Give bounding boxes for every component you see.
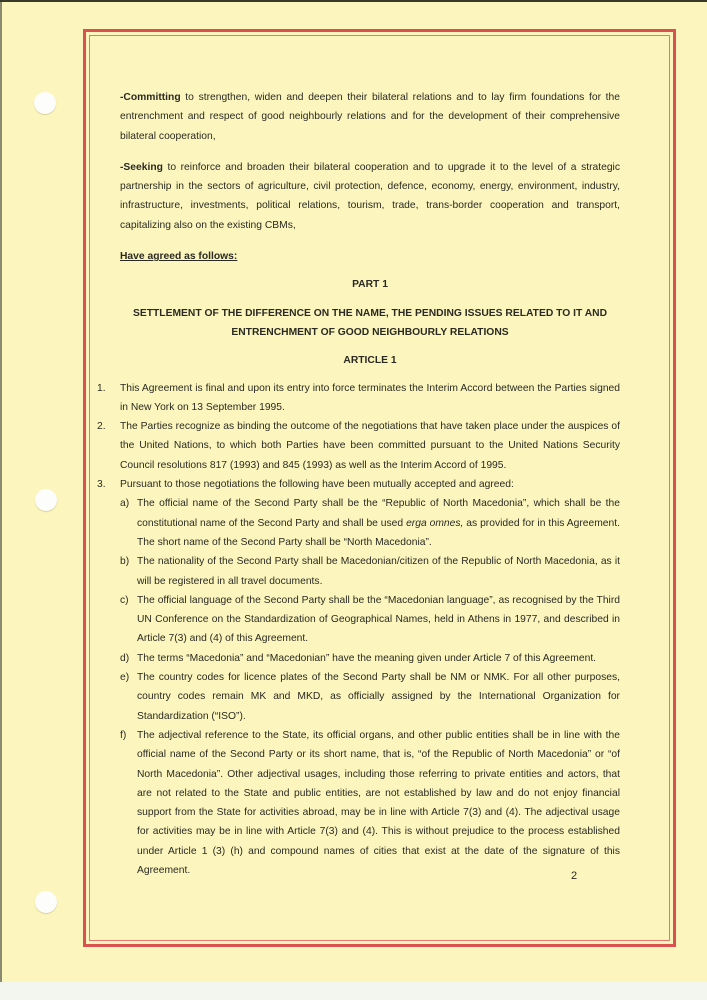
subitem-f: f) The adjectival reference to the State, its official organs, and other public entities shall be in line with the official name of the Second Party or its short name, that is, “of the Republic of North Macedonia” or “of North Macedonia”. Other adjectival usages, including those referring to private entities and actors, that are not related to the State and public entities, are not established by law and do not enjoy financial support from the State for activities abroad, may be in line with Article 7(3) and (4). The adjectival usage for activities may be in line with Article 7(3) and (4). This is without prejudice to the process established under Article 1 (3) (h) and compound names of cities that exist at the date of the signature of this Agreement. xyxy=(120,729,620,876)
agreed-heading: Have agreed as follows: xyxy=(120,251,238,263)
subitem-d: d) The terms “Macedonia” and “Macedonian” have the meaning given under Article 7 of this Agreement. xyxy=(120,652,597,664)
punch-hole xyxy=(34,92,56,114)
document-page xyxy=(0,2,707,982)
punch-hole xyxy=(35,891,57,913)
subitem-e: e) The country codes for licence plates of the Second Party shall be NM or NMK. For all other purposes, country codes remain MK and MKD, as officially assigned by the International Organization for Standardization (“ISO”). xyxy=(120,672,620,722)
subitem-b: b) The nationality of the Second Party shall be Macedonian/citizen of the Republic of North Macedonia, as it will be registered in all travel documents. xyxy=(120,556,620,587)
part-subtitle-line-1: SETTLEMENT OF THE DIFFERENCE ON THE NAME, THE PENDING ISSUES RELATED TO IT AND xyxy=(132,307,608,319)
page-number: 2 xyxy=(571,870,578,882)
preamble-seeking: -Seeking to reinforce and broaden their bilateral cooperation and to upgrade it to the level of a strategic partnership in the sectors of agriculture, civil protection, defence, economy, energy, environment, industry, infrastructure, investments, political relations, tourism, trade, trans-border cooperation and transport, capitalizing also on the existing CBMs, xyxy=(120,161,620,231)
punch-hole xyxy=(35,489,57,511)
document-body xyxy=(97,88,620,880)
subitem-a: a) The official name of the Second Party shall be the “Republic of North Macedonia”, which shall be the constitutional name of the Second Party and shall be used erga omnes, as provided for in this Agreement. The short name of the Second Party shall be “North Macedonia”. xyxy=(120,498,620,548)
part-title: PART 1 xyxy=(352,279,388,291)
article-item-2: 2. The Parties recognize as binding the outcome of the negotiations that have taken place under the auspices of the United Nations, to which both Parties have been committed pursuant to the United Nations Security Council resolutions 817 (1993) and 845 (1993) as well as the Interim Accord of 1995. xyxy=(97,421,620,471)
scan-left-edge xyxy=(0,2,2,982)
preamble-committing: -Committing to strengthen, widen and deepen their bilateral relations and to lay firm foundations for the entrenchment and respect of good neighbourly relations and for the development of their comprehensive bilateral cooperation, xyxy=(120,92,620,142)
subitem-c: c) The official language of the Second Party shall be the “Macedonian language”, as recognised by the Third UN Conference on the Standardization of Geographical Names, held in Athens in 1977, and described in Article 7(3) and (4) of this Agreement. xyxy=(120,594,620,645)
article-item-1: 1. This Agreement is final and upon its entry into force terminates the Interim Accord between the Parties signed in New York on 13 September 1995. xyxy=(97,382,620,413)
part-subtitle-line-2: ENTRENCHMENT OF GOOD NEIGHBOURLY RELATIONS xyxy=(231,326,509,338)
article-title: ARTICLE 1 xyxy=(343,355,397,367)
article-item-3: 3. Pursuant to those negotiations the following have been mutually accepted and agreed: xyxy=(97,479,514,491)
